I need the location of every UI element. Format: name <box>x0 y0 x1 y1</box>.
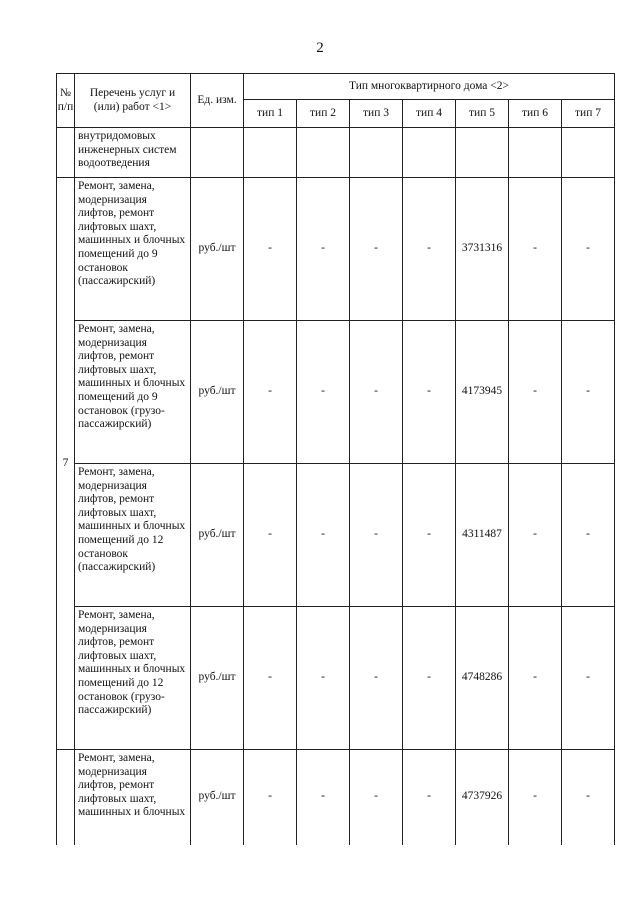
row-value-type-3: - <box>350 464 403 607</box>
row-value-type-3 <box>350 128 403 178</box>
row-value-type-5: 4311487 <box>456 464 509 607</box>
row-service-name: Ремонт, замена, модернизация лифтов, ремонт лифтовых шахт, машинных и блочных помещений до 9 остановок (грузо-пассажирский) <box>75 321 191 464</box>
row-value-type-3: - <box>350 178 403 321</box>
row-value-type-7 <box>562 128 615 178</box>
header-type-1: тип 1 <box>244 100 297 128</box>
row-value-type-7: - <box>562 321 615 464</box>
header-unit: Ед. изм. <box>191 74 244 128</box>
table-row <box>57 321 615 464</box>
row-value-type-2: - <box>297 750 350 845</box>
row-number <box>57 750 75 845</box>
header-type-2: тип 2 <box>297 100 350 128</box>
row-value-type-7: - <box>562 464 615 607</box>
row-value-type-6: - <box>509 321 562 464</box>
row-value-type-4: - <box>403 321 456 464</box>
row-unit <box>191 128 244 178</box>
row-value-type-4: - <box>403 750 456 845</box>
row-value-type-6: - <box>509 464 562 607</box>
row-value-type-7: - <box>562 750 615 845</box>
row-service-name: Ремонт, замена, модернизация лифтов, ремонт лифтовых шахт, машинных и блочных <box>75 750 191 845</box>
row-value-type-7: - <box>562 607 615 750</box>
row-value-type-6: - <box>509 607 562 750</box>
row-value-type-3: - <box>350 607 403 750</box>
row-value-type-3: - <box>350 321 403 464</box>
row-service-name: Ремонт, замена, модернизация лифтов, ремонт лифтовых шахт, машинных и блочных помещений до 9 остановок (пассажирский) <box>75 178 191 321</box>
row-unit: руб./шт <box>191 321 244 464</box>
row-value-type-4 <box>403 128 456 178</box>
row-value-type-5: 4737926 <box>456 750 509 845</box>
row-unit: руб./шт <box>191 464 244 607</box>
row-value-type-2: - <box>297 178 350 321</box>
header-num: № п/п <box>57 74 75 128</box>
row-value-type-1: - <box>244 750 297 845</box>
table-row <box>57 607 615 750</box>
table-row <box>57 464 615 607</box>
row-value-type-1: - <box>244 607 297 750</box>
table-row <box>57 750 615 845</box>
header-type-4: тип 4 <box>403 100 456 128</box>
header-type-5: тип 5 <box>456 100 509 128</box>
row-service-name: внутридомовых инженерных систем водоотведения <box>75 128 191 178</box>
row-number <box>57 128 75 178</box>
row-unit: руб./шт <box>191 178 244 321</box>
row-value-type-3: - <box>350 750 403 845</box>
row-service-name: Ремонт, замена, модернизация лифтов, ремонт лифтовых шахт, машинных и блочных помещений до 12 остановок (грузо-пассажирский) <box>75 607 191 750</box>
page-number: 2 <box>316 40 324 56</box>
row-value-type-2 <box>297 128 350 178</box>
row-value-type-6: - <box>509 750 562 845</box>
row-value-type-2: - <box>297 321 350 464</box>
row-value-type-4: - <box>403 178 456 321</box>
row-value-type-1: - <box>244 464 297 607</box>
row-value-type-6: - <box>509 178 562 321</box>
table-row <box>57 178 615 321</box>
header-type-7: тип 7 <box>562 100 615 128</box>
row-value-type-7: - <box>562 178 615 321</box>
row-value-type-5 <box>456 128 509 178</box>
row-value-type-1: - <box>244 321 297 464</box>
row-unit: руб./шт <box>191 607 244 750</box>
header-type-3: тип 3 <box>350 100 403 128</box>
row-value-type-2: - <box>297 607 350 750</box>
row-value-type-6 <box>509 128 562 178</box>
row-group-number: 7 <box>57 178 75 750</box>
row-value-type-4: - <box>403 607 456 750</box>
header-type-6: тип 6 <box>509 100 562 128</box>
row-value-type-4: - <box>403 464 456 607</box>
row-value-type-1: - <box>244 178 297 321</box>
row-value-type-5: 3731316 <box>456 178 509 321</box>
row-value-type-5: 4748286 <box>456 607 509 750</box>
header-house-type-group: Тип многоквартирного дома <2> <box>244 74 615 100</box>
services-cost-table <box>56 73 615 845</box>
header-services: Перечень услуг и (или) работ <1> <box>75 74 191 128</box>
row-unit: руб./шт <box>191 750 244 845</box>
row-value-type-2: - <box>297 464 350 607</box>
row-value-type-5: 4173945 <box>456 321 509 464</box>
table-row <box>57 128 615 178</box>
row-service-name: Ремонт, замена, модернизация лифтов, ремонт лифтовых шахт, машинных и блочных помещений до 12 остановок (пассажирский) <box>75 464 191 607</box>
row-value-type-1 <box>244 128 297 178</box>
